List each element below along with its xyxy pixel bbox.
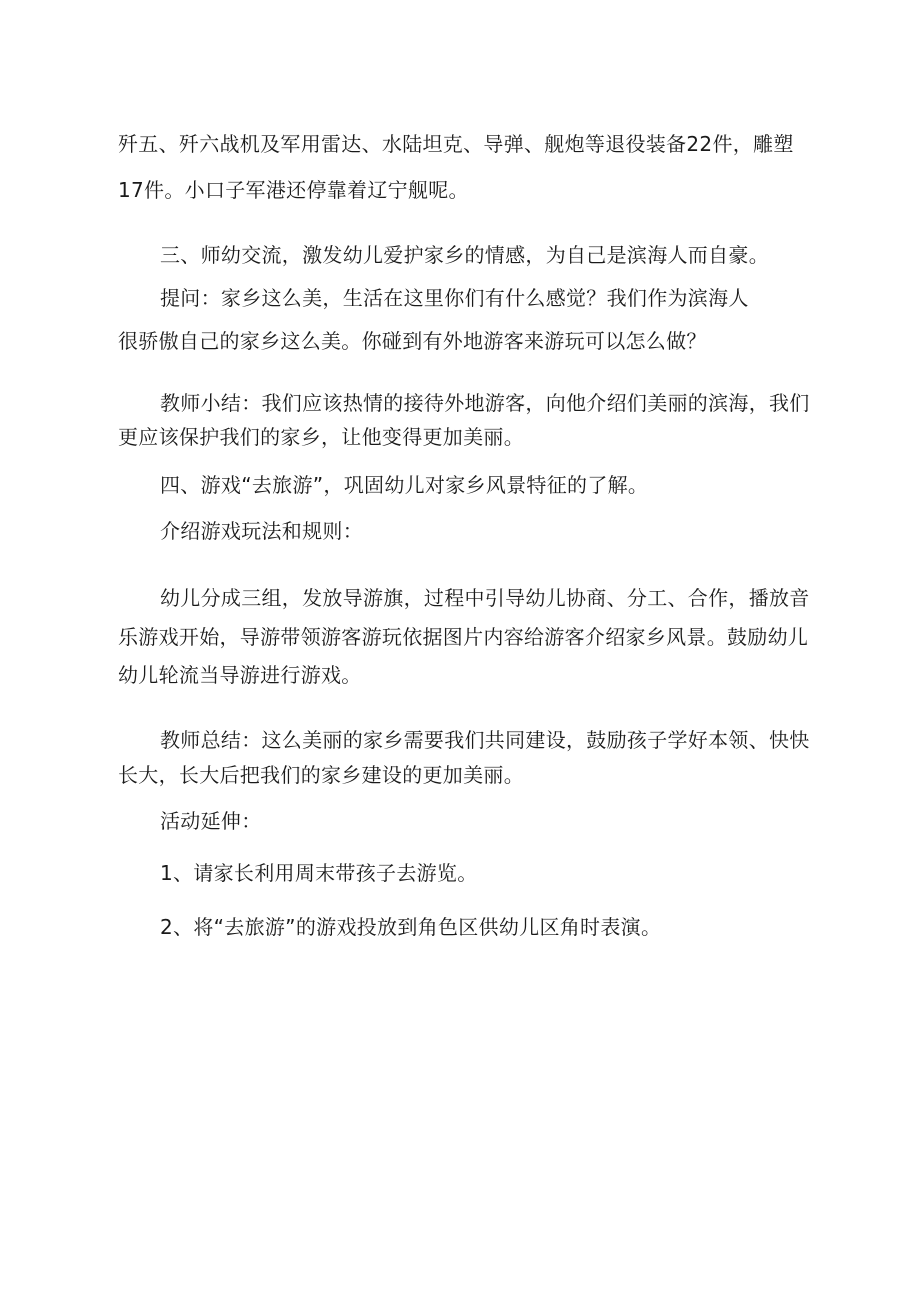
paragraph-line: 长大，长大后把我们的家乡建设的更加美丽。 [118,763,524,787]
list-item: 1、请家长利用周末带孩子去游览。 [160,861,478,885]
paragraph-line: 更应该保护我们的家乡，让他变得更加美丽。 [118,425,524,449]
paragraph-line: 幼儿分成三组，发放导游旗，过程中引导幼儿协商、分工、合作，播放音 [160,586,810,610]
paragraph-line: 提问：家乡这么美，生活在这里你们有什么感觉？我们作为滨海人 [160,286,749,310]
list-item: 2、将“去旅游”的游戏投放到角色区供幼儿区角时表演。 [160,915,662,939]
paragraph-line: 乐游戏开始，导游带领游客游玩依据图片内容给游客介绍家乡风景。鼓励幼儿 [118,625,809,649]
paragraph-line: 歼五、歼六战机及军用雷达、水陆坦克、导弹、舰炮等退役装备22件，雕塑 [118,132,794,156]
paragraph-line: 17件。小口子军港还停靠着辽宁舰呢。 [118,178,469,202]
paragraph-line: 幼儿轮流当导游进行游戏。 [118,663,362,687]
paragraph-line: 很骄傲自己的家乡这么美。你碰到有外地游客来游玩可以怎么做？ [118,329,707,353]
paragraph-line: 教师小结：我们应该热情的接待外地游客，向他介绍们美丽的滨海，我们 [160,391,810,415]
section-heading: 活动延伸： [160,809,262,833]
section-heading: 四、游戏“去旅游”，巩固幼儿对家乡风景特征的了解。 [160,473,649,497]
paragraph-line: 教师总结：这么美丽的家乡需要我们共同建设，鼓励孩子学好本领、快快 [160,728,810,752]
paragraph-line: 介绍游戏玩法和规则： [160,519,363,543]
section-heading: 三、师幼交流，激发幼儿爱护家乡的情感，为自己是滨海人而自豪。 [160,243,769,267]
